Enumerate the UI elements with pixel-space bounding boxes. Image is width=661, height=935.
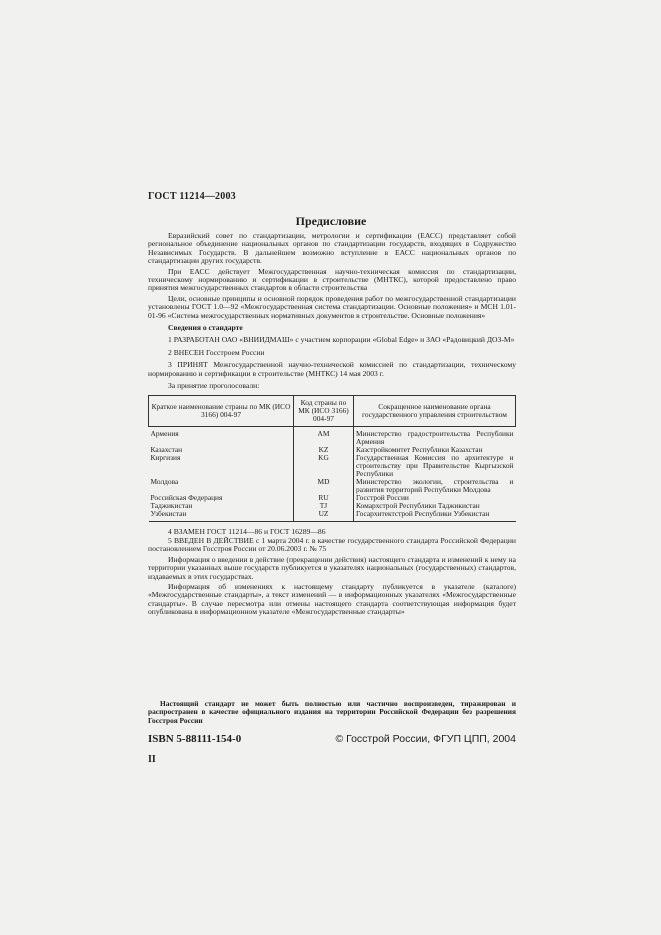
info-item: 2 ВНЕСЕН Госстроем России bbox=[168, 347, 265, 357]
table-cell-code: RU bbox=[294, 494, 354, 502]
info-item: 1 РАЗРАБОТАН ОАО «ВНИИДМАШ» с участием корпорации «Global Edge» и ЗАО «Радовицкий ДОЗ-М» bbox=[168, 335, 515, 345]
page-number: II bbox=[148, 754, 156, 765]
table-header-code: Код страны по МК (ИСО 3166) 004-97 bbox=[294, 395, 354, 426]
foreword-body bbox=[148, 232, 516, 619]
table-cell-body: Министерство градостроительства Республики Армения bbox=[356, 428, 514, 446]
table-cell-code: UZ bbox=[294, 510, 354, 522]
table-cell-code: AM bbox=[294, 426, 354, 446]
table-cell-country: Узбекистан bbox=[149, 510, 294, 522]
table-cell-code: KZ bbox=[294, 446, 354, 454]
table-cell-country: Армения bbox=[150, 428, 179, 438]
table-header-country: Краткое наименование страны по МК (ИСО 3166) 004-97 bbox=[149, 395, 294, 426]
table-cell-code: MD bbox=[294, 478, 354, 494]
intro-paragraph: Цели, основные принципы и основной порядок проведения работ по межгосударственной стандартизации установлены ГОСТ 1.0—92 «Межгосударственная система стандартизации. Основные положения» и МСН 1.01-01-96 «Система межгосударственных нормативных документов в строительстве. Основные положения» bbox=[148, 293, 516, 320]
intro-paragraph: Евразийский совет по стандартизации, метрологии и сертификации (ЕАСС) представляет собой региональное объединение национальных органов по стандартизации государств, входящих в Содружество Независимых Государств. В дальнейшем возможно вступление в ЕАСС национальных органов по стандартизации других государств. bbox=[148, 231, 516, 266]
vote-label: За принятие проголосовали: bbox=[168, 381, 260, 391]
info-item: 3 ПРИНЯТ Межгосударственной научно-технической комиссией по стандартизации, техническому нормированию и сертификации в строительстве (МНТКС) 14 мая 2003 г. bbox=[148, 360, 516, 378]
intro-paragraph: При ЕАСС действует Межгосударственная научно-техническая комиссия по стандартизации, техническому нормированию и сертификации в строительстве (МНТКС), которой предоставлено право принятия межгосударственных стандартов в области строительства bbox=[148, 266, 516, 293]
document-code-header: ГОСТ 11214—2003 bbox=[148, 191, 236, 202]
info-item: 5 ВВЕДЕН В ДЕЙСТВИЕ с 1 марта 2004 г. в качестве государственного стандарта Российской Федерации постановлением Госстроя России от 20.06.2003 г. № 75 bbox=[148, 535, 516, 554]
table-cell-country: Таджикистан bbox=[150, 500, 193, 510]
countries-table bbox=[148, 395, 516, 522]
copyright-notice: Настоящий стандарт не может быть полностью или частично воспроизведен, тиражирован и распространен в качестве официального издания на территории Российской Федерации без разрешения Госстроя России bbox=[148, 699, 516, 725]
table-cell-country: Молдова bbox=[150, 476, 179, 486]
table-cell-country: Казахстан bbox=[150, 444, 183, 454]
table-cell-code: KG bbox=[294, 454, 354, 478]
table-cell-body: Госстрой России bbox=[356, 492, 409, 502]
table-cell-body: Министерство экологии, строительства и развития территорий Республики Молдова bbox=[356, 476, 514, 494]
info-paragraph: Информация об изменениях к настоящему стандарту публикуется в указателе (каталоге) «Межгосударственные стандарты», а текст изменений — в информационных указателях «Межгосударственные стандарты». В случае пересмотра или отмены настоящего стандарта соответствующая информация будет опубликована в информационном указателе «Межгосударственные стандарты» bbox=[148, 581, 516, 617]
table-cell-body: Казстройкомитет Республики Казахстан bbox=[356, 444, 483, 454]
page-title: Предисловие bbox=[295, 214, 367, 228]
table-cell-body: Государственная Комиссия по архитектуре и строительству при Правительстве Кыргызской Республики bbox=[356, 452, 514, 478]
table-row bbox=[149, 426, 516, 446]
table-row bbox=[149, 454, 516, 478]
table-cell-country: Российская Федерация bbox=[150, 492, 223, 502]
table-cell-body: Комархстрой Республики Таджикистан bbox=[356, 500, 480, 510]
table-cell-body: Госархитектстрой Республики Узбекистан bbox=[354, 510, 516, 522]
info-paragraph: Информация о введении в действие (прекращении действия) настоящего стандарта и изменений к нему на территории указанных выше государств публикуется в указателях национальных (государственных) стандартов, издаваемых в этих государствах. bbox=[148, 554, 516, 581]
info-heading: Сведения о стандарте bbox=[168, 323, 243, 333]
table-cell-country: Киргизия bbox=[150, 452, 181, 462]
table-row bbox=[149, 510, 516, 522]
copyright-line: © Госстрой России, ФГУП ЦПП, 2004 bbox=[335, 733, 516, 745]
table-cell-code: TJ bbox=[294, 502, 354, 510]
info-item: 4 ВЗАМЕН ГОСТ 11214—86 и ГОСТ 16289—86 bbox=[168, 526, 326, 536]
table-header-body: Сокращенное наименование органа государственного управления строительством bbox=[354, 395, 516, 426]
table-header-row bbox=[149, 395, 516, 426]
isbn: ISBN 5-88111-154-0 bbox=[148, 733, 242, 745]
table-row bbox=[149, 478, 516, 494]
